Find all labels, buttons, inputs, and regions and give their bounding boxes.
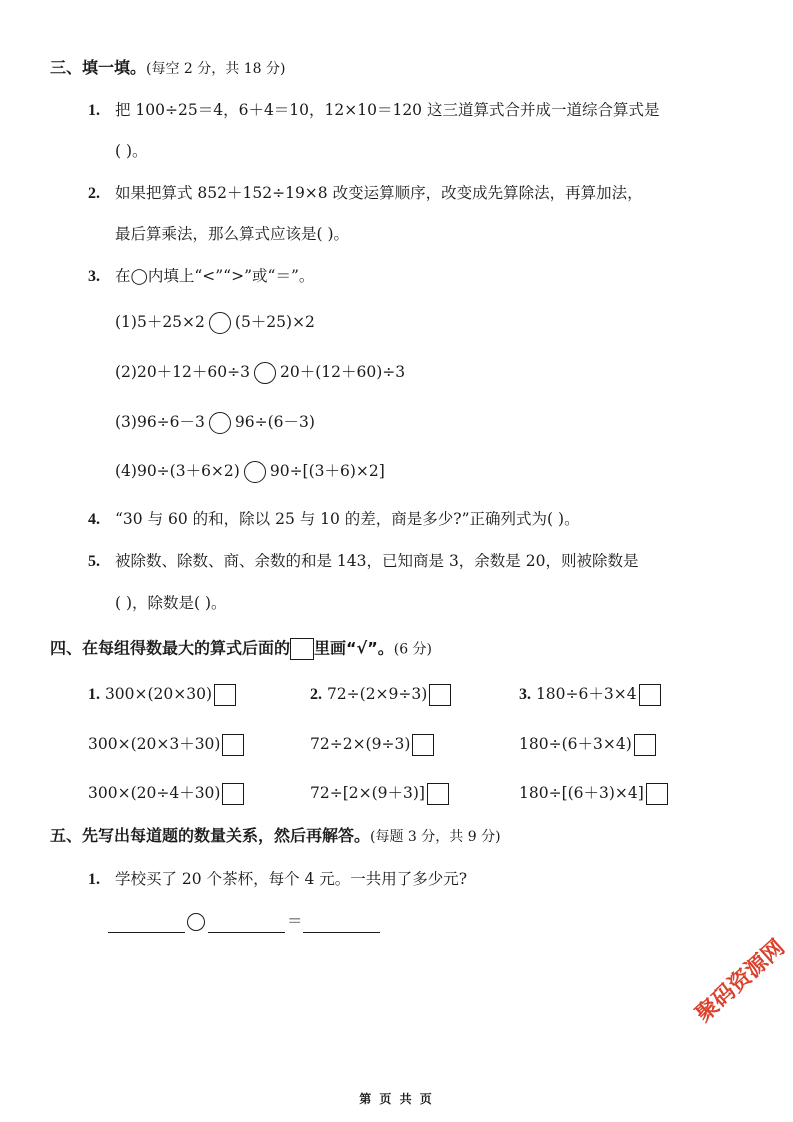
question-number: 1. (88, 102, 100, 119)
option-expression: 300×(20×3＋30) (88, 735, 221, 753)
check-box[interactable] (429, 684, 451, 706)
option-1-3 (88, 781, 244, 805)
section-3-title: 三、填一填。 (50, 58, 147, 77)
compare-circle[interactable] (209, 312, 231, 334)
option-2-1 (310, 682, 451, 707)
option-3-3 (519, 781, 668, 805)
option-expression: 180÷6＋3×4 (535, 685, 637, 703)
question-number: 5. (88, 553, 100, 570)
question-text: 如果把算式 852＋152÷19×8 改变运算顺序，改变成先算除法，再算加法， (115, 184, 643, 202)
watermark-text: 聚码资源网 (691, 935, 790, 1028)
check-box[interactable] (222, 734, 244, 756)
question-3-4 (88, 509, 580, 530)
section-3-heading (50, 58, 285, 79)
option-expression: 300×(20×30) (104, 685, 213, 703)
answer-blank-1[interactable] (108, 932, 185, 933)
group-number: 3. (519, 686, 531, 703)
answer-box-sample (290, 638, 314, 660)
question-5-1 (88, 869, 467, 890)
question-3-5-line2: ( )，除数是( )。 (115, 594, 227, 612)
section-4-score-note: (6 分) (393, 641, 433, 658)
option-2-2 (310, 732, 434, 756)
section-3-score-note: (每空 2 分，共 18 分) (146, 61, 286, 77)
question-text: 被除数、除数、商、余数的和是 143，已知商是 3，余数是 20，则被除数是 (115, 552, 639, 570)
compare-right: 20＋(12＋60)÷3 (279, 363, 406, 381)
compare-left: (2)20＋12＋60÷3 (115, 363, 250, 381)
check-box[interactable] (412, 734, 434, 756)
option-2-3 (310, 781, 449, 805)
compare-item-2 (115, 361, 405, 384)
question-text: 学校买了 20 个茶杯，每个 4 元。一共用了多少元? (115, 870, 468, 888)
option-expression: 180÷(6＋3×4) (519, 735, 632, 753)
compare-circle[interactable] (254, 362, 276, 384)
compare-item-3 (115, 411, 315, 434)
question-3-2 (88, 183, 643, 204)
question-number: 2. (88, 185, 100, 202)
option-expression: 72÷2×(9÷3) (310, 735, 411, 753)
section-5-title: 五、先写出每道题的数量关系，然后再解答。 (50, 826, 371, 845)
option-3-1 (519, 682, 661, 707)
check-box[interactable] (214, 684, 236, 706)
question-3-3 (88, 266, 314, 287)
compare-item-4 (115, 460, 385, 483)
question-3-1 (88, 100, 659, 121)
question-3-1-answer-blank: ( )。 (115, 142, 148, 160)
option-expression: 180÷[(6＋3)×4] (519, 784, 644, 802)
question-number: 4. (88, 511, 100, 528)
option-1-1 (88, 682, 236, 707)
question-number: 3. (88, 268, 100, 285)
option-3-2 (519, 732, 656, 756)
compare-item-1 (115, 311, 315, 334)
compare-left: (4)90÷(3＋6×2) (115, 462, 240, 480)
section-4-title-pre: 四、在每组得数最大的算式后面的 (50, 638, 291, 658)
answer-blank-2[interactable] (208, 932, 285, 933)
compare-left: (1)5＋25×2 (115, 313, 205, 331)
operator-circle[interactable] (187, 913, 205, 931)
option-1-2 (88, 732, 244, 756)
compare-circle[interactable] (209, 412, 231, 434)
section-5-heading (50, 826, 501, 847)
compare-circle[interactable] (244, 461, 266, 483)
question-text: 在◯内填上“<”“>”或“＝”。 (115, 267, 315, 285)
check-box[interactable] (646, 783, 668, 805)
compare-right: 90÷[(3＋6)×2] (269, 462, 385, 480)
group-number: 2. (310, 686, 322, 703)
question-3-5 (88, 551, 638, 572)
compare-right: 96÷(6－3) (234, 413, 315, 431)
answer-blank-result[interactable] (303, 932, 380, 933)
section-4-title-post: 里画“√”。 (314, 638, 394, 658)
option-expression: 300×(20÷4＋30) (88, 784, 221, 802)
check-box[interactable] (634, 734, 656, 756)
question-text: 把 100÷25＝4，6＋4＝10，12×10＝120 这三道算式合并成一道综合算式是 (115, 101, 660, 119)
question-text: “30 与 60 的和，除以 25 与 10 的差，商是多少?”正确列式为( )。 (115, 510, 580, 528)
check-box[interactable] (639, 684, 661, 706)
compare-left: (3)96÷6－3 (115, 413, 205, 431)
section-5-score-note: (每题 3 分，共 9 分) (370, 829, 501, 845)
compare-right: (5＋25)×2 (234, 313, 315, 331)
check-box[interactable] (427, 783, 449, 805)
question-3-2-line2: 最后算乘法，那么算式应该是( )。 (115, 225, 350, 243)
section-4-heading (50, 638, 432, 660)
option-expression: 72÷(2×9÷3) (326, 685, 428, 703)
check-box[interactable] (222, 783, 244, 805)
page-footer: 第 页 共 页 (359, 1092, 434, 1106)
group-number: 1. (88, 686, 100, 703)
equals-sign: ＝ (287, 912, 303, 930)
option-expression: 72÷[2×(9＋3)] (310, 784, 425, 802)
question-number: 1. (88, 871, 100, 888)
